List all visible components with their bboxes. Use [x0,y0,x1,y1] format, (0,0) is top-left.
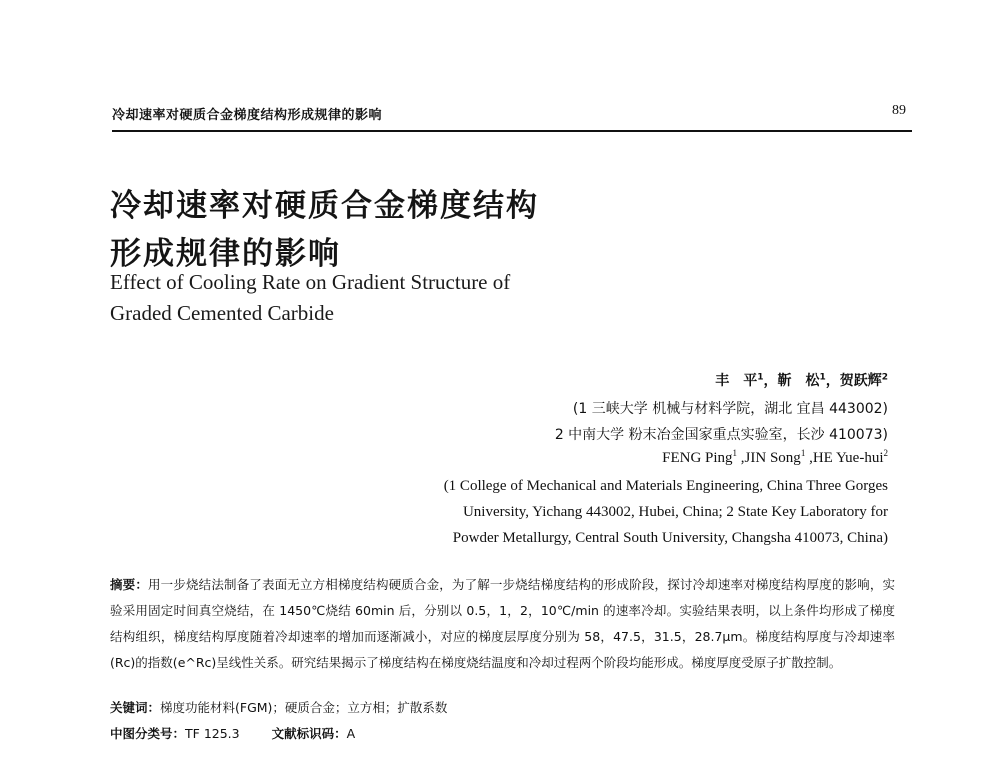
author-separator: ， [763,373,778,389]
classification [110,724,355,742]
author-separator: , [737,450,745,466]
author-affiliation-mark: 1 [757,372,764,383]
author-name: 丰 平 [715,373,758,389]
author-affiliation-mark: 1 [819,372,826,383]
author-separator: , [805,450,813,466]
keywords-label: 关键词： [110,700,161,715]
affiliation-en-line3: Powder Metallurgy, Central South University, Changsha 410073, China) [452,530,888,546]
affiliation-zh-line1: (1 三峡大学 机械与材料学院，湖北 宜昌 443002) [572,401,888,417]
title-en-line2: Graded Cemented Carbide [110,301,334,325]
running-title: 冷却速率对硬质合金梯度结构形成规律的影响 [112,108,383,123]
abstract-label: 摘要： [110,577,148,592]
page-number: 89 [892,103,906,118]
keywords [110,698,447,716]
affiliation-zh-line2: 2 中南大学 粉末冶金国家重点实验室，长沙 410073) [554,427,888,443]
author-affiliation-mark: 1 [800,448,806,458]
keywords-text: 梯度功能材料(FGM)；硬质合金；立方相；扩散系数 [160,700,448,715]
author-name: 靳 松 [777,373,820,389]
clc-value: TF 125.3 [185,726,240,741]
authors-en [662,450,888,467]
title-zh-line2: 形成规律的影响 [110,236,341,272]
author-affiliation-mark: 1 [732,448,738,458]
title-zh-line1: 冷却速率对硬质合金梯度结构 [110,188,539,224]
affiliation-en-line2: University, Yichang 443002, Hubei, China; 2 State Key Laboratory for [462,504,888,520]
author-affiliation-mark: 2 [881,372,888,383]
author-name: HE Yue-hui [812,450,884,466]
author-name: 贺跃辉 [839,373,882,389]
author-affiliation-mark: 2 [883,448,888,458]
authors-zh [715,370,888,390]
clc-label: 中图分类号： [110,726,186,741]
abstract [110,572,895,676]
doc-code-label: 文献标识码： [271,726,347,741]
author-name: JIN Song [744,450,801,466]
doc-code-value: A [346,726,356,741]
author-separator: ， [825,373,840,389]
affiliation-en-line1: (1 College of Mechanical and Materials Engineering, China Three Gorges [443,478,888,494]
running-header [112,100,912,132]
author-name: FENG Ping [662,450,733,466]
title-en-line1: Effect of Cooling Rate on Gradient Structure of [110,270,511,294]
abstract-text: 用一步烧结法制备了表面无立方相梯度结构硬质合金，为了解一步烧结梯度结构的形成阶段，探讨冷却速率对梯度结构厚度的影响，实验采用固定时间真空烧结，在 1450℃烧结 60min 后，分别以 0.5，1，2，10℃/min 的速率冷却。实验结果表明，以上条件均形成了梯度结构组织，梯度结构厚度随着冷却速率的增加而逐渐减小，对应的梯度层厚度分别为 58，47.5，31.5，28.7μm。梯度结构厚度与冷却速率(Rc)的指数(e^Rc)呈线性关系。研究结果揭示了梯度结构在梯度烧结温度和冷却过程两个阶段均能形成。梯度厚度受原子扩散控制。 [110,577,895,670]
